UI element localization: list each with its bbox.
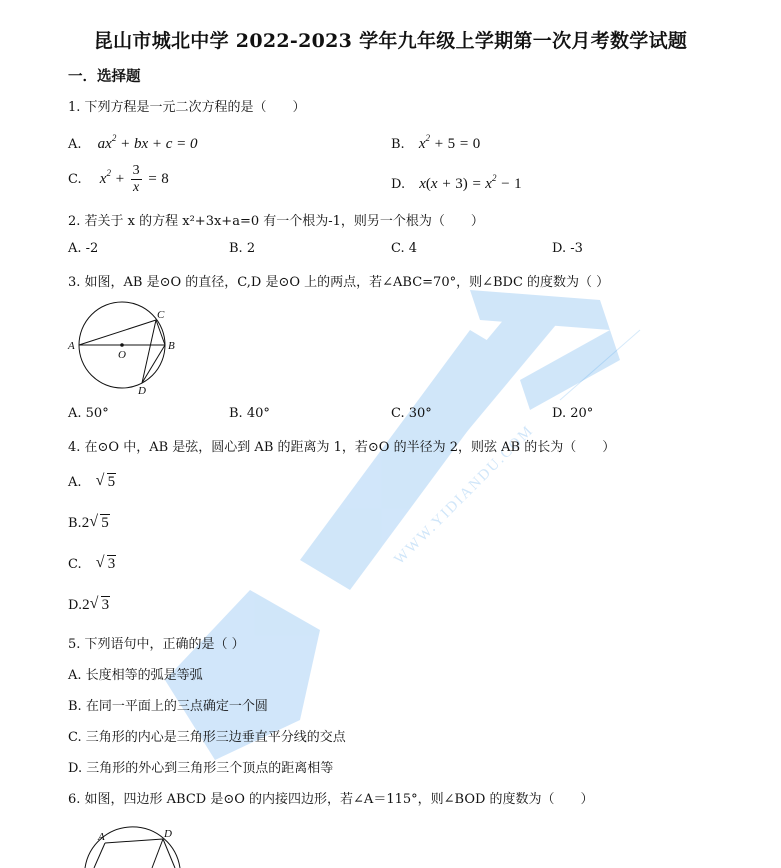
watermark-logo bbox=[165, 290, 620, 760]
q3-option-c[interactable]: C. 30° bbox=[391, 406, 432, 421]
q1-option-a-formula: $ax^2$ + bx + c = 0 bbox=[97, 133, 198, 152]
q3-option-b[interactable]: B. 40° bbox=[229, 406, 270, 421]
q4-option-b-coef: 2 bbox=[81, 515, 90, 531]
q3-center-point bbox=[120, 343, 124, 347]
q4-option-d-formula: 2 √ 3 bbox=[82, 595, 110, 613]
q2-option-a[interactable]: A. -2 bbox=[68, 241, 99, 256]
q6-chord-do bbox=[152, 839, 163, 868]
q5-stem: 5. 下列语句中，正确的是（ ） bbox=[68, 637, 245, 652]
q1-option-c-numerator: 3 bbox=[132, 163, 140, 178]
q1-option-a[interactable] bbox=[68, 133, 198, 153]
q3-figure bbox=[64, 300, 184, 400]
q1-option-b[interactable] bbox=[391, 133, 480, 153]
q3-stem: 3. 如图，AB 是⊙O 的直径，C,D 是⊙O 上的两点，若∠ABC=70°，则∠BDC 的度数为（ ） bbox=[68, 275, 610, 290]
q2-option-b[interactable]: B. 2 bbox=[229, 241, 256, 256]
q6-stem: 6. 如图，四边形 ABCD 是⊙O 的内接四边形，若∠A＝115°，则∠BOD 的度数为（ ） bbox=[68, 792, 594, 807]
q1-option-c-label: C. bbox=[68, 172, 82, 187]
q4-option-a-formula: √ 5 bbox=[95, 472, 116, 490]
q2-option-d[interactable]: D. -3 bbox=[552, 241, 583, 256]
q3-option-a[interactable]: A. 50° bbox=[68, 406, 109, 421]
section-heading: 一．选择题 bbox=[68, 68, 141, 85]
q1-option-d-label: D. bbox=[391, 177, 406, 192]
q2-option-c[interactable]: C. 4 bbox=[391, 241, 418, 256]
q4-option-b-formula: 2 √ 5 bbox=[81, 513, 109, 531]
q4-option-c-label: C. bbox=[68, 557, 82, 572]
q1-option-d-formula: $x(x + 3) = x^2 - 1$ bbox=[419, 173, 522, 192]
q3-chord-bd bbox=[142, 345, 165, 383]
q5-option-c[interactable]: C. 三角形的内心是三角形三边垂直平分线的交点 bbox=[68, 730, 346, 745]
q1-option-a-label: A. bbox=[68, 137, 82, 152]
q4-option-c-radicand: 3 bbox=[107, 556, 116, 572]
q3-label-c: C bbox=[157, 309, 165, 321]
q4-option-d[interactable] bbox=[68, 597, 110, 614]
q4-option-b-radicand: 5 bbox=[101, 515, 109, 531]
q2-stem: 2. 若关于 x 的方程 x²+3x+a=0 有一个根为-1，则另一个根为（ ） bbox=[68, 214, 484, 229]
q4-option-a[interactable] bbox=[68, 474, 116, 491]
q4-option-b-label: B. bbox=[68, 516, 82, 531]
q4-option-b[interactable] bbox=[68, 515, 110, 532]
q3-label-d: D bbox=[138, 385, 146, 397]
q3-label-b: B bbox=[168, 340, 175, 352]
q4-option-c-formula: √ 3 bbox=[95, 554, 116, 572]
q6-label-a: A bbox=[98, 831, 105, 843]
q6-chord-ab bbox=[94, 843, 105, 868]
q1-option-b-label: B. bbox=[391, 137, 405, 152]
q6-chord-ad bbox=[105, 839, 163, 843]
q1-option-c-formula: $x^2$ + $\frac{3}{x}$ = 8 bbox=[99, 163, 169, 195]
q4-stem: 4. 在⊙O 中，AB 是弦，圆心到 AB 的距离为 1，若⊙O 的半径为 2，则弦 AB 的长为（ ） bbox=[68, 440, 616, 455]
q4-option-d-coef: 2 bbox=[82, 597, 90, 613]
q4-option-a-label: A. bbox=[68, 475, 82, 490]
q1-option-c[interactable] bbox=[68, 163, 169, 196]
q5-option-d[interactable]: D. 三角形的外心到三角形三个顶点的距离相等 bbox=[68, 761, 334, 776]
q6-label-d: D bbox=[164, 828, 172, 840]
q4-option-a-radicand: 5 bbox=[107, 474, 116, 490]
watermark-url-text: WWW.YIDIANDU.COM bbox=[391, 422, 538, 568]
q1-option-b-formula: $x^2 + 5 = 0$ bbox=[418, 133, 481, 152]
q3-label-o: O bbox=[118, 349, 126, 361]
q3-option-d[interactable]: D. 20° bbox=[552, 406, 594, 421]
q1-option-d[interactable] bbox=[391, 173, 522, 193]
q5-option-a[interactable]: A. 长度相等的弧是等弧 bbox=[68, 668, 203, 683]
q4-option-d-radicand: 3 bbox=[101, 597, 110, 613]
q3-chord-ac bbox=[79, 320, 156, 345]
q1-stem: 1. 下列方程是一元二次方程的是（ ） bbox=[68, 100, 306, 115]
q4-option-d-label: D. bbox=[68, 598, 83, 613]
q5-option-b[interactable]: B. 在同一平面上的三点确定一个圆 bbox=[68, 699, 268, 714]
q3-label-a: A bbox=[68, 340, 75, 352]
page-title: 昆山市城北中学 2022-2023 学年九年级上学期第一次月考数学试题 bbox=[93, 30, 688, 52]
q4-option-c[interactable] bbox=[68, 556, 116, 573]
q6-figure bbox=[80, 826, 190, 868]
q1-option-c-denominator: x bbox=[132, 180, 140, 195]
